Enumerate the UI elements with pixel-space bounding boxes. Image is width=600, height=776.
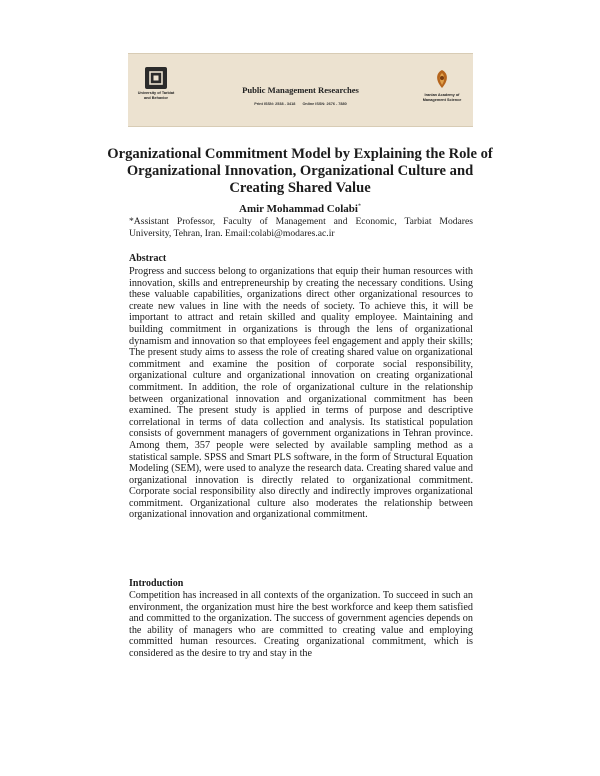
introduction-text: Competition has increased in all contexts of the organization. To succeed in such an environment, the organization must hire the best workforce and keep them satisfied and committed to the organization. The success of government agencies depends on the ability of managers who are committed to creating value and employing committed human resources. Creating organizational commitment, which is considered as the desire to try and stay in the: [129, 590, 473, 659]
introduction-heading: Introduction: [129, 578, 184, 589]
print-issn: Print ISSN: 2538 - 3418: [254, 102, 296, 106]
university-logo: [136, 67, 176, 100]
author-footnote-mark: *: [357, 203, 361, 210]
abstract-heading: Abstract: [129, 253, 167, 264]
journal-title: Public Management Researches: [242, 85, 359, 95]
issn-line: [128, 102, 473, 106]
university-logo-caption: University of Tarbiat and Behavior: [137, 91, 175, 100]
author-affiliation: *Assistant Professor, Faculty of Management and Economic, Tarbiat Modares University, Tehran, Iran. Email:colabi@modares.ac.ir: [129, 216, 473, 239]
academy-logo-icon: [430, 67, 454, 91]
online-issn: Online ISSN: 2676 - 7880: [302, 102, 347, 106]
author-line: [0, 203, 600, 215]
academy-logo: [419, 67, 465, 102]
abstract-text: Progress and success belong to organizations that equip their human resources with innovation, skills and entrepreneurship by creating the necessary conditions. Using these valuable capabilities, organizations direct other organizational resources to create new values in line with the needs of society. To achieve this, it will be important to attract and retain skilled and quality employee. Maintaining and building commitment in organizations is through the lens of organizational dynamism and innovation so that employees feel engagement and apply their skills; The present study aims to assess the role of creating shared value on organizational commitment and examine the position of corporate social responsibility, organizational culture and organizational innovation on creating organizational commitment. In addition, the role of organizational culture in the relationship between organizational innovation and organizational commitment has been examined. The present study is applied in terms of purpose and descriptive correlational in terms of data collection and analysis. Its statistical population consists of government managers of government organizations in Tehran province. Among them, 357 people were selected by available sampling method as a statistical sample. SPSS and Smart PLS software, in the form of Structural Equation Modeling (SEM), were used to analyze the research data. Creating shared value and organizational innovation is directly related to organizational commitment. Corporate social responsibility also directly and indirectly improves organizational commitment. Organizational culture also moderates the relationship between organizational innovation and organizational commitment.: [129, 266, 473, 521]
journal-banner: [128, 53, 473, 127]
academy-logo-caption: Iranian Academy of Management Science: [422, 93, 462, 102]
paper-title: Organizational Commitment Model by Explaining the Role of Organizational Innovation, Organizational Culture and Creating Shared Value: [107, 146, 493, 196]
author-name: Amir Mohammad Colabi: [239, 203, 358, 215]
